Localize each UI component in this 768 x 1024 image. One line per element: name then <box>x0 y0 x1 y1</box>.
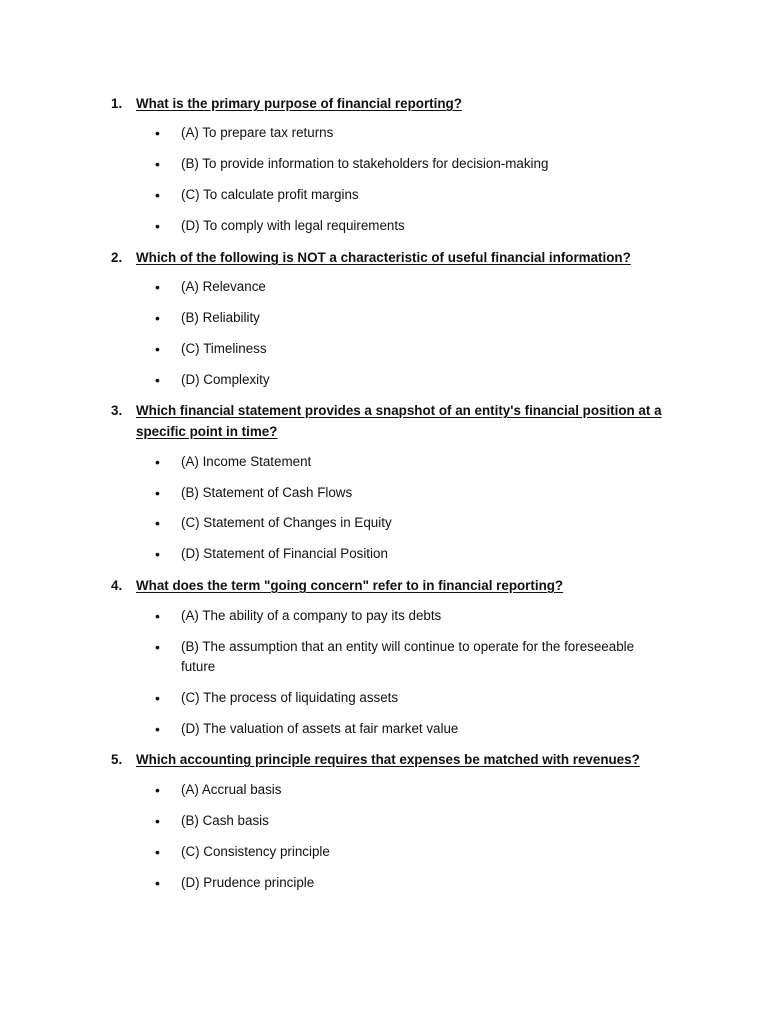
bullet-icon: • <box>155 485 160 501</box>
option-text: (C) To calculate profit margins <box>181 187 359 202</box>
option-text: (D) Complexity <box>181 372 270 387</box>
bullet-icon: • <box>155 844 160 860</box>
option-text: (D) Prudence principle <box>181 875 315 890</box>
bullet-icon: • <box>155 341 160 357</box>
bullet-icon: • <box>155 156 160 172</box>
option-text: (D) Statement of Financial Position <box>181 546 388 561</box>
bullet-icon: • <box>155 310 160 326</box>
option-text: (C) Timeliness <box>181 341 267 356</box>
option-text: (C) Statement of Changes in Equity <box>181 515 392 530</box>
option-text: (B) The assumption that an entity will continue to operate for the foreseeable future <box>181 639 635 674</box>
bullet-icon: • <box>155 608 160 624</box>
question-number: 5. <box>111 752 123 767</box>
bullet-icon: • <box>155 454 160 470</box>
question-number: 3. <box>111 403 123 418</box>
option-text: (D) The valuation of assets at fair market value <box>181 721 459 736</box>
bullet-icon: • <box>155 279 160 295</box>
question-text: What does the term "going concern" refer to in financial reporting? <box>136 578 564 593</box>
question-text: What is the primary purpose of financial reporting? <box>136 96 462 111</box>
question-number: 4. <box>111 578 123 593</box>
option-text: (B) Statement of Cash Flows <box>181 485 353 500</box>
option-text: (A) Relevance <box>181 279 266 294</box>
option-text: (C) Consistency principle <box>181 844 330 859</box>
bullet-icon: • <box>155 546 160 562</box>
bullet-icon: • <box>155 782 160 798</box>
option-text: (A) The ability of a company to pay its debts <box>181 608 442 623</box>
bullet-icon: • <box>155 813 160 829</box>
option-text: (B) Cash basis <box>181 813 269 828</box>
option-text: (B) To provide information to stakeholders for decision-making <box>181 156 549 171</box>
bullet-icon: • <box>155 639 160 655</box>
option-text: (B) Reliability <box>181 310 260 325</box>
question-text: Which accounting principle requires that expenses be matched with revenues? <box>136 752 640 767</box>
bullet-icon: • <box>155 218 160 234</box>
question-text: Which financial statement provides a snapshot of an entity's financial position at a specific point in time? <box>136 403 662 439</box>
option-text: (A) Accrual basis <box>181 782 282 797</box>
option-text: (A) To prepare tax returns <box>181 125 334 140</box>
bullet-icon: • <box>155 125 160 141</box>
bullet-icon: • <box>155 875 160 891</box>
bullet-icon: • <box>155 372 160 388</box>
option-text: (A) Income Statement <box>181 454 312 469</box>
option-text: (C) The process of liquidating assets <box>181 690 399 705</box>
question-number: 1. <box>111 96 123 111</box>
question-number: 2. <box>111 250 123 265</box>
bullet-icon: • <box>155 187 160 203</box>
question-text: Which of the following is NOT a characteristic of useful financial information? <box>136 250 631 265</box>
bullet-icon: • <box>155 721 160 737</box>
option-text: (D) To comply with legal requirements <box>181 218 405 233</box>
bullet-icon: • <box>155 690 160 706</box>
bullet-icon: • <box>155 515 160 531</box>
